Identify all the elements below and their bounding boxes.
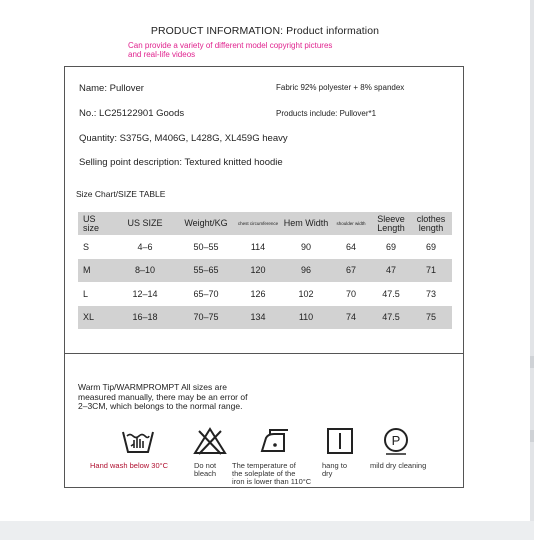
copyright-note bbox=[128, 42, 368, 59]
table-row bbox=[78, 282, 452, 306]
care-label-line: hang to bbox=[322, 461, 348, 470]
care-label-line: iron is lower than 110°C bbox=[232, 477, 312, 486]
table-cell: 4–6 bbox=[137, 241, 153, 252]
care-label-iron bbox=[232, 462, 311, 486]
copyright-note-line: Can provide a variety of different model copyright pictures bbox=[128, 41, 333, 50]
table-cell: 75 bbox=[410, 306, 452, 330]
mild-dry-cleaning-icon bbox=[351, 426, 441, 456]
table-cell: 69 bbox=[425, 241, 436, 252]
product-includes: Products include: Pullover*1 bbox=[276, 109, 377, 118]
table-cell: 50–55 bbox=[193, 241, 219, 252]
warm-tip-line: 2–3CM, which belongs to the normal range. bbox=[78, 401, 243, 411]
care-label-hang bbox=[322, 462, 347, 478]
table-cell: 69 bbox=[385, 241, 396, 252]
care-label-line: bleach bbox=[194, 469, 217, 478]
table-cell: XL bbox=[78, 306, 112, 330]
size-table-header-cell: chest circumference bbox=[234, 212, 282, 235]
warm-tip bbox=[78, 383, 293, 412]
product-quantity: Quantity: S375G, M406G, L428G, XL459G heavy bbox=[79, 133, 288, 144]
table-row bbox=[78, 306, 452, 330]
table-cell: 134 bbox=[234, 306, 282, 330]
care-label-line: the soleplate of the bbox=[232, 469, 296, 478]
care-label-bleach bbox=[194, 462, 216, 478]
care-label-hand-wash bbox=[90, 462, 168, 470]
table-cell: 47.5 bbox=[372, 306, 410, 330]
copyright-note-line: and real-life videos bbox=[128, 49, 196, 59]
svg-text:P: P bbox=[391, 433, 401, 448]
table-cell: 96 bbox=[282, 259, 330, 283]
table-row bbox=[78, 235, 452, 259]
size-table-header-cell: US size bbox=[78, 212, 112, 235]
table-cell: M bbox=[78, 259, 112, 283]
care-label-line: mild dry cleaning bbox=[370, 461, 427, 470]
size-table-header-cell: clothes length bbox=[410, 212, 452, 235]
selling-point: Selling point description: Textured knitted hoodie bbox=[79, 157, 283, 168]
table-cell: 8–10 bbox=[112, 259, 178, 283]
table-cell: 65–70 bbox=[193, 288, 219, 299]
table-cell: 120 bbox=[234, 259, 282, 283]
care-label-dry-clean bbox=[370, 462, 426, 470]
product-fabric: Fabric 92% polyester + 8% spandex bbox=[276, 83, 405, 92]
size-table-header-cell: US SIZE bbox=[112, 212, 178, 235]
scrollbar-track[interactable] bbox=[530, 0, 534, 540]
size-table-header-cell: Weight/KG bbox=[178, 212, 234, 235]
product-number: No.: LC25122901 Goods bbox=[79, 108, 185, 119]
care-label-line: Hand wash below 30°C bbox=[90, 461, 169, 470]
size-table-header-cell: shoulder width bbox=[330, 212, 372, 235]
table-cell: 114 bbox=[250, 241, 266, 252]
size-table bbox=[78, 212, 452, 329]
care-label-line: The temperature of bbox=[232, 461, 296, 470]
table-cell: S bbox=[83, 241, 90, 252]
table-cell: 47 bbox=[372, 259, 410, 283]
care-label-line: Do not bbox=[194, 461, 217, 470]
table-cell: 70–75 bbox=[178, 306, 234, 330]
product-name: Name: Pullover bbox=[79, 83, 144, 94]
table-row bbox=[78, 259, 452, 283]
care-label-line: dry bbox=[322, 469, 333, 478]
table-cell: 47.5 bbox=[382, 288, 400, 299]
size-table-header-cell: Hem Width bbox=[282, 212, 330, 235]
edge-marker bbox=[530, 430, 534, 442]
table-cell: 126 bbox=[250, 288, 266, 299]
table-cell: 67 bbox=[330, 259, 372, 283]
table-cell: 70 bbox=[345, 288, 356, 299]
table-cell: 102 bbox=[298, 288, 314, 299]
section-divider bbox=[64, 353, 464, 354]
table-cell: 73 bbox=[425, 288, 436, 299]
table-cell: 110 bbox=[282, 306, 330, 330]
table-cell: 71 bbox=[410, 259, 452, 283]
table-cell: 16–18 bbox=[112, 306, 178, 330]
table-cell: 55–65 bbox=[178, 259, 234, 283]
size-chart-title: Size Chart/SIZE TABLE bbox=[76, 189, 166, 199]
table-cell: 12–14 bbox=[132, 288, 158, 299]
table-cell: 64 bbox=[345, 241, 356, 252]
warm-tip-line: Warm Tip/WARMPROMPT All sizes are bbox=[78, 382, 227, 392]
table-cell: 74 bbox=[330, 306, 372, 330]
size-table-header bbox=[78, 212, 452, 235]
page-bottom-margin bbox=[0, 521, 534, 540]
table-cell: L bbox=[83, 288, 89, 299]
warm-tip-line: measured manually, there may be an error of bbox=[78, 391, 248, 402]
page-title: PRODUCT INFORMATION: Product information bbox=[150, 25, 380, 37]
size-table-header-cell: Sleeve Length bbox=[372, 212, 410, 235]
edge-marker bbox=[530, 356, 534, 368]
table-cell: 90 bbox=[300, 241, 311, 252]
